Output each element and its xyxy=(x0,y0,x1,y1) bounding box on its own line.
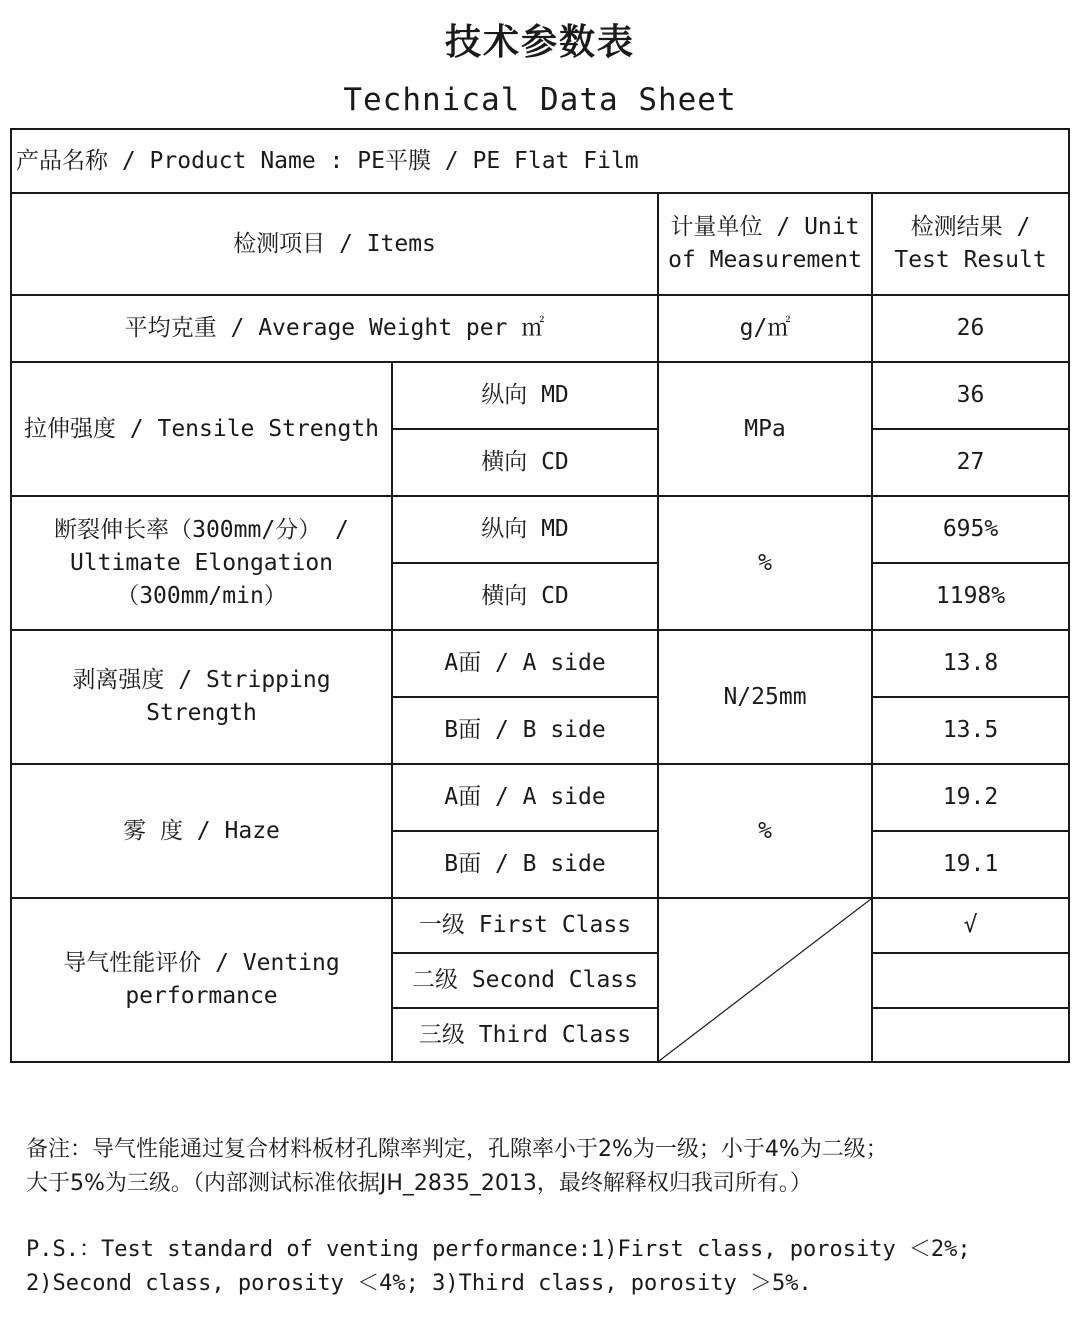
header-result: 检测结果 / Test Result xyxy=(872,193,1069,295)
result-venting-second xyxy=(872,953,1069,1008)
unit-haze: % xyxy=(658,764,872,898)
sub-elongation-cd: 横向 CD xyxy=(392,563,658,630)
table-row-weight xyxy=(11,295,1069,362)
product-name-cell: 产品名称 / Product Name : PE平膜 / PE Flat Film xyxy=(11,129,1069,193)
product-name-row xyxy=(11,129,1069,193)
result-weight: 26 xyxy=(872,295,1069,362)
table-row-elongation-md xyxy=(11,496,1069,563)
note-en-line-2: 2)Second class, porosity ＜4%; 3)Third class, porosity ＞5%. xyxy=(26,1271,812,1296)
note-zh-line-1: 备注：导气性能通过复合材料板材孔隙率判定，孔隙率小于2%为一级；小于4%为二级； xyxy=(26,1137,888,1162)
sub-venting-third: 三级 Third Class xyxy=(392,1008,658,1062)
result-tensile-md: 36 xyxy=(872,362,1069,429)
header-items: 检测项目 / Items xyxy=(11,193,658,295)
sub-stripping-b: B面 / B side xyxy=(392,697,658,764)
note-en-line-1: P.S.：Test standard of venting performance:1)First class, porosity ＜2%; xyxy=(26,1237,971,1262)
diagonal-slash xyxy=(659,899,871,1061)
unit-venting-diagonal xyxy=(658,898,872,1062)
header-unit: 计量单位 / Unit of Measurement xyxy=(658,193,872,295)
sub-haze-b: B面 / B side xyxy=(392,831,658,898)
item-elongation: 断裂伸长率（300mm/分） / Ultimate Elongation （300mm/min） xyxy=(11,496,392,630)
unit-tensile: MPa xyxy=(658,362,872,496)
notes-english xyxy=(26,1233,1066,1301)
note-zh-line-2: 大于5%为三级。（内部测试标准依据JH_2835_2013，最终解释权归我司所有。） xyxy=(26,1171,812,1196)
sub-elongation-md: 纵向 MD xyxy=(392,496,658,563)
table-row-venting-first xyxy=(11,898,1069,953)
sub-tensile-md: 纵向 MD xyxy=(392,362,658,429)
sub-stripping-a: A面 / A side xyxy=(392,630,658,697)
result-venting-third xyxy=(872,1008,1069,1062)
notes-chinese xyxy=(26,1133,1066,1201)
header-row xyxy=(11,193,1069,295)
result-elongation-cd: 1198% xyxy=(872,563,1069,630)
item-stripping: 剥离强度 / Stripping Strength xyxy=(11,630,392,764)
result-elongation-md: 695% xyxy=(872,496,1069,563)
unit-weight: g/㎡ xyxy=(658,295,872,362)
sub-tensile-cd: 横向 CD xyxy=(392,429,658,496)
page-title-english: Technical Data Sheet xyxy=(343,82,737,118)
result-stripping-b: 13.5 xyxy=(872,697,1069,764)
result-haze-a: 19.2 xyxy=(872,764,1069,831)
result-stripping-a: 13.8 xyxy=(872,630,1069,697)
unit-elongation: % xyxy=(658,496,872,630)
sub-haze-a: A面 / A side xyxy=(392,764,658,831)
table-row-haze-a xyxy=(11,764,1069,831)
result-haze-b: 19.1 xyxy=(872,831,1069,898)
table-row-stripping-a xyxy=(11,630,1069,697)
result-venting-first: √ xyxy=(872,898,1069,953)
item-weight: 平均克重 / Average Weight per ㎡ xyxy=(11,295,658,362)
page-title-chinese: 技术参数表 xyxy=(444,22,635,63)
table-row-tensile-md xyxy=(11,362,1069,429)
item-venting: 导气性能评价 / Venting performance xyxy=(11,898,392,1062)
item-haze: 雾 度 / Haze xyxy=(11,764,392,898)
unit-stripping: N/25mm xyxy=(658,630,872,764)
sub-venting-first: 一级 First Class xyxy=(392,898,658,953)
item-tensile: 拉伸强度 / Tensile Strength xyxy=(11,362,392,496)
technical-data-table xyxy=(10,128,1070,1063)
sub-venting-second: 二级 Second Class xyxy=(392,953,658,1008)
result-tensile-cd: 27 xyxy=(872,429,1069,496)
